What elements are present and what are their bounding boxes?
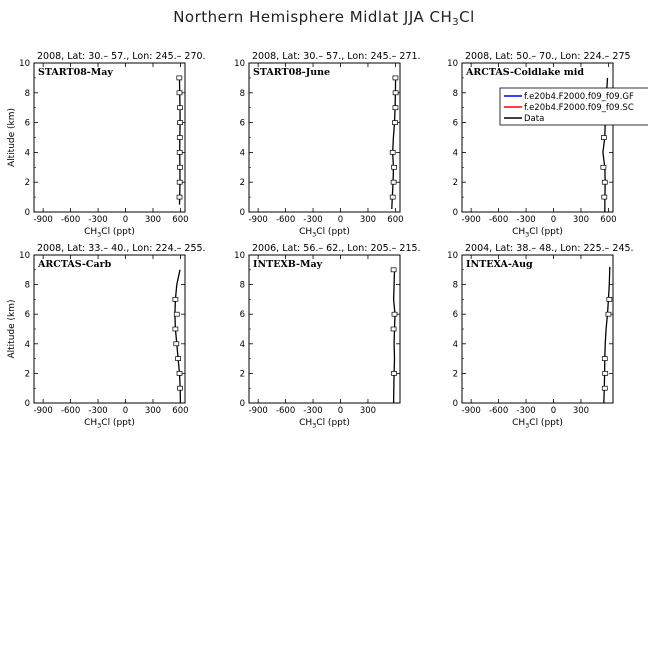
data-box-marker xyxy=(177,136,182,140)
data-box-marker xyxy=(391,327,396,331)
data-profile-line xyxy=(392,78,396,209)
x-tick-label: 0 xyxy=(337,406,344,416)
y-tick-label: 10 xyxy=(234,251,245,261)
y-tick-label: 4 xyxy=(24,339,30,350)
data-profile-line xyxy=(394,270,395,403)
y-tick-label: 8 xyxy=(239,88,245,99)
x-axis-label: $CH_3Cl$ (ppt) xyxy=(512,227,563,239)
plot-frame xyxy=(462,255,613,403)
x-tick-label: 300 xyxy=(144,406,162,416)
data-box-marker xyxy=(392,165,397,169)
y-tick-label: 6 xyxy=(452,118,458,129)
x-tick-label: 0 xyxy=(337,215,344,225)
data-box-marker xyxy=(174,312,179,316)
data-box-marker xyxy=(177,150,182,154)
x-tick-label: 0 xyxy=(550,406,557,416)
data-box-marker xyxy=(601,136,606,140)
y-tick-label: 0 xyxy=(239,399,245,409)
x-tick-label: 300 xyxy=(572,215,590,225)
x-tick-label: -300 xyxy=(516,406,536,416)
data-box-marker xyxy=(607,297,612,301)
y-tick-label: 8 xyxy=(239,280,245,291)
panel-name: START08-May xyxy=(38,67,113,78)
x-tick-label: 300 xyxy=(572,406,590,416)
data-box-marker xyxy=(391,180,396,184)
data-box-marker xyxy=(392,371,397,375)
panel-name: ARCTAS-Coldlake mid xyxy=(466,67,585,78)
x-tick-label: 600 xyxy=(172,215,189,225)
x-tick-label: 0 xyxy=(550,215,557,225)
data-box-marker xyxy=(392,312,397,316)
data-box-marker xyxy=(601,165,606,169)
y-axis-label: Altitude (km) xyxy=(7,299,17,359)
y-tick-label: 0 xyxy=(24,399,30,409)
y-tick-label: 2 xyxy=(452,178,458,189)
panel-header: 2008, Lat: 30.– 57., Lon: 245.– 270. xyxy=(37,51,206,62)
data-box-marker xyxy=(177,386,182,390)
data-box-marker xyxy=(177,106,182,110)
x-tick-label: -900 xyxy=(461,215,481,225)
y-tick-label: 2 xyxy=(24,369,30,380)
data-box-marker xyxy=(602,180,607,184)
x-tick-label: -900 xyxy=(33,406,53,416)
x-axis-label: $CH_3Cl$ (ppt) xyxy=(299,227,350,239)
y-tick-label: 0 xyxy=(24,208,30,218)
y-tick-label: 6 xyxy=(239,310,245,321)
data-box-marker xyxy=(173,327,178,331)
panel-name: START08-June xyxy=(253,67,331,78)
data-box-marker xyxy=(390,150,395,154)
data-box-marker xyxy=(173,297,178,301)
panel-header: 2008, Lat: 50.– 70., Lon: 224.– 275 xyxy=(465,51,631,62)
y-tick-label: 10 xyxy=(19,251,30,261)
x-tick-label: -300 xyxy=(303,406,323,416)
x-tick-label: -900 xyxy=(248,215,268,225)
x-tick-label: 300 xyxy=(359,215,377,225)
x-axis-label: $CH_3Cl$ (ppt) xyxy=(84,418,135,430)
data-box-marker xyxy=(174,342,179,346)
x-tick-label: -600 xyxy=(60,406,81,416)
y-tick-label: 8 xyxy=(452,88,458,99)
y-tick-label: 4 xyxy=(239,148,245,159)
plot-frame xyxy=(462,63,613,212)
x-tick-label: -900 xyxy=(461,406,481,416)
y-tick-label: 2 xyxy=(24,178,30,189)
panel-name: INTEXB-May xyxy=(253,259,323,270)
panel-header: 2008, Lat: 30.– 57., Lon: 245.– 271. xyxy=(252,51,421,62)
x-tick-label: -300 xyxy=(88,406,108,416)
x-tick-label: -300 xyxy=(88,215,108,225)
y-tick-label: 4 xyxy=(24,148,30,159)
legend-label: f.e20b4.F2000.f09_f09.GF xyxy=(524,92,634,102)
y-tick-label: 0 xyxy=(239,208,245,218)
panel-name: INTEXA-Aug xyxy=(466,259,533,270)
x-axis-label: $CH_3Cl$ (ppt) xyxy=(299,418,350,430)
plot-frame xyxy=(34,63,185,212)
y-tick-label: 4 xyxy=(239,339,245,350)
x-axis-label: $CH_3Cl$ (ppt) xyxy=(512,418,563,430)
panel-header: 2008, Lat: 33.– 40., Lon: 224.– 255. xyxy=(37,243,206,254)
y-tick-label: 8 xyxy=(24,280,30,291)
x-tick-label: -600 xyxy=(488,215,509,225)
data-box-marker xyxy=(393,121,398,125)
x-tick-label: 600 xyxy=(600,215,617,225)
x-tick-label: -900 xyxy=(33,215,53,225)
data-box-marker xyxy=(390,195,395,199)
y-tick-label: 6 xyxy=(239,118,245,129)
x-tick-label: 600 xyxy=(172,406,189,416)
y-tick-label: 6 xyxy=(24,310,30,321)
x-tick-label: 0 xyxy=(122,406,129,416)
x-tick-label: -600 xyxy=(275,406,296,416)
data-box-marker xyxy=(391,268,396,272)
data-box-marker xyxy=(606,312,611,316)
x-tick-label: -600 xyxy=(275,215,296,225)
data-box-marker xyxy=(602,195,607,199)
y-axis-label: Altitude (km) xyxy=(7,107,17,168)
data-box-marker xyxy=(602,386,607,390)
x-tick-label: -600 xyxy=(60,215,81,225)
plot-frame xyxy=(249,63,400,212)
plot-frame xyxy=(249,255,400,403)
panel-header: 2006, Lat: 56.– 62., Lon: 205.– 215. xyxy=(252,243,421,254)
x-tick-label: 0 xyxy=(122,215,129,225)
y-tick-label: 4 xyxy=(452,339,458,350)
data-box-marker xyxy=(177,76,182,80)
data-box-marker xyxy=(603,371,608,375)
data-box-marker xyxy=(177,91,182,95)
data-box-marker xyxy=(178,121,183,125)
y-tick-label: 4 xyxy=(452,148,458,159)
data-box-marker xyxy=(177,195,182,199)
y-tick-label: 6 xyxy=(452,310,458,321)
figure-title: Northern Hemisphere Midlat JJA $CH_3Cl$ xyxy=(173,8,475,28)
y-tick-label: 2 xyxy=(452,369,458,380)
data-box-marker xyxy=(177,371,182,375)
y-tick-label: 10 xyxy=(234,59,245,69)
data-profile-line xyxy=(604,267,610,403)
plot-frame xyxy=(34,255,185,403)
data-box-marker xyxy=(177,180,182,184)
y-tick-label: 10 xyxy=(19,59,30,69)
y-tick-label: 2 xyxy=(239,178,245,189)
data-profile-line xyxy=(180,78,181,205)
x-axis-label: $CH_3Cl$ (ppt) xyxy=(84,227,135,239)
y-tick-label: 10 xyxy=(447,59,458,69)
y-tick-label: 6 xyxy=(24,118,30,129)
data-profile-line xyxy=(175,270,181,403)
y-tick-label: 0 xyxy=(452,399,458,409)
x-tick-label: -300 xyxy=(303,215,323,225)
x-tick-label: -600 xyxy=(488,406,509,416)
legend-label: Data xyxy=(524,114,545,124)
y-tick-label: 2 xyxy=(239,369,245,380)
x-tick-label: -900 xyxy=(248,406,268,416)
legend-label: f.e20b4.F2000.f09_f09.SC xyxy=(524,103,634,113)
y-tick-label: 8 xyxy=(452,280,458,291)
x-tick-label: 300 xyxy=(144,215,162,225)
data-box-marker xyxy=(176,357,181,361)
data-box-marker xyxy=(393,91,398,95)
panel-header: 2004, Lat: 38.– 48., Lon: 225.– 245. xyxy=(465,243,634,254)
data-box-marker xyxy=(602,357,607,361)
y-tick-label: 8 xyxy=(24,88,30,99)
x-tick-label: -300 xyxy=(516,215,536,225)
data-box-marker xyxy=(393,76,398,80)
data-box-marker xyxy=(393,106,398,110)
y-tick-label: 0 xyxy=(452,208,458,218)
data-box-marker xyxy=(177,165,182,169)
panel-name: ARCTAS-Carb xyxy=(38,259,112,270)
x-tick-label: 300 xyxy=(359,406,377,416)
y-tick-label: 10 xyxy=(447,251,458,261)
x-tick-label: 600 xyxy=(387,215,404,225)
